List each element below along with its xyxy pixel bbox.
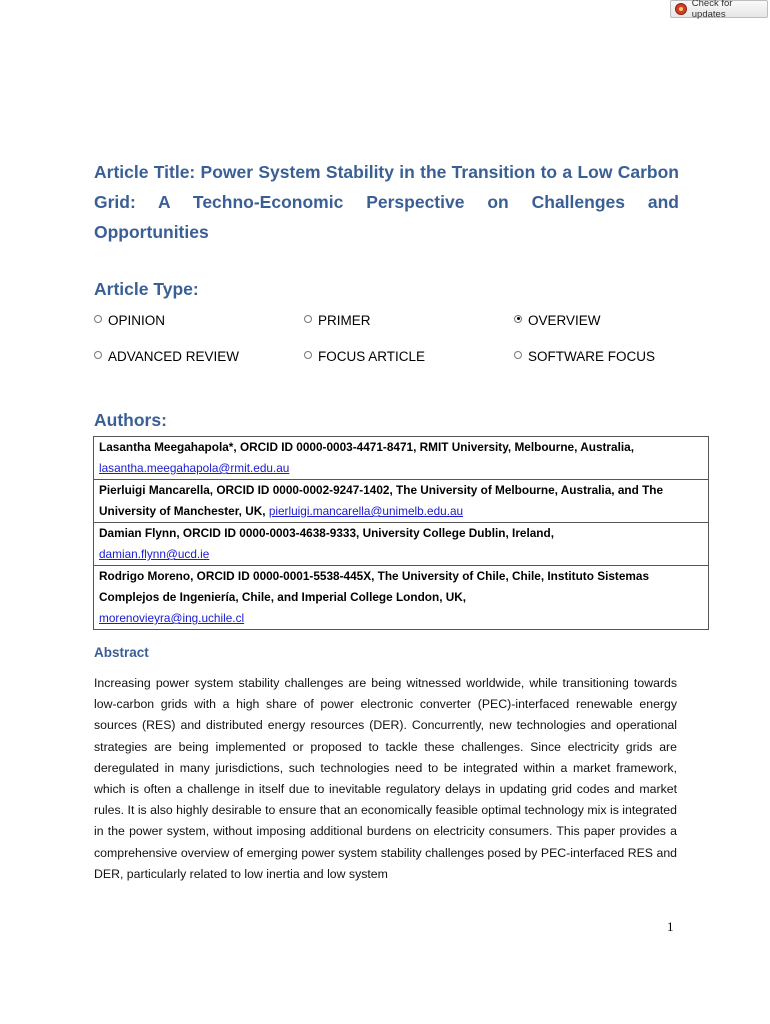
author-email-link[interactable]: morenovieyra@ing.uchile.cl xyxy=(99,611,245,625)
author-info: Pierluigi Mancarella, ORCID ID 0000-0002-9247-1402, The University of Melbourne, Australia, and The University of Manchester, UK, xyxy=(99,483,664,518)
article-type-heading: Article Type: xyxy=(94,279,199,299)
author-row xyxy=(94,480,709,523)
author-row xyxy=(94,566,709,630)
option-overview[interactable] xyxy=(514,313,601,328)
authors-table xyxy=(93,436,709,630)
option-label: FOCUS ARTICLE xyxy=(318,349,426,364)
radio-icon xyxy=(94,351,102,359)
option-label: PRIMER xyxy=(318,313,371,328)
authors-heading: Authors: xyxy=(94,410,167,430)
author-row xyxy=(94,523,709,566)
author-info: Rodrigo Moreno, ORCID ID 0000-0001-5538-445X, The University of Chile, Chile, Instituto Sistemas Complejos de Ingeniería, Chile, and Imperial College London, UK, xyxy=(99,569,650,604)
option-focus-article[interactable] xyxy=(304,349,425,364)
radio-selected-icon xyxy=(514,315,522,323)
option-software-focus[interactable] xyxy=(514,349,655,364)
author-row xyxy=(94,437,709,480)
radio-icon xyxy=(514,351,522,359)
author-email-link[interactable]: damian.flynn@ucd.ie xyxy=(99,547,210,561)
option-label: ADVANCED REVIEW xyxy=(108,349,240,364)
author-info: Damian Flynn, ORCID ID 0000-0003-4638-9333, University College Dublin, Ireland, xyxy=(99,526,554,540)
option-primer[interactable] xyxy=(304,313,371,328)
radio-icon xyxy=(304,351,312,359)
option-opinion[interactable] xyxy=(94,313,165,328)
author-email-link[interactable]: pierluigi.mancarella@unimelb.edu.au xyxy=(268,504,464,518)
option-advanced-review[interactable] xyxy=(94,349,239,364)
option-label: SOFTWARE FOCUS xyxy=(528,349,655,364)
abstract-heading: Abstract xyxy=(94,645,149,660)
radio-icon xyxy=(304,315,312,323)
check-for-updates-label: Check for updates xyxy=(691,0,733,20)
crossmark-icon xyxy=(675,3,687,15)
radio-icon xyxy=(94,315,102,323)
check-for-updates-button[interactable] xyxy=(670,0,768,18)
page-number: 1 xyxy=(667,919,674,934)
article-title: Article Title: Power System Stability in the Transition to a Low Carbon Grid: A Techno-Economic Perspective on Challenges and Opportunities xyxy=(94,162,679,242)
option-label: OVERVIEW xyxy=(528,313,601,328)
option-label: OPINION xyxy=(108,313,166,328)
author-info: Lasantha Meegahapola*, ORCID ID 0000-0003-4471-8471, RMIT University, Melbourne, Australia, xyxy=(99,440,634,454)
author-email-link[interactable]: lasantha.meegahapola@rmit.edu.au xyxy=(99,461,290,475)
abstract-text: Increasing power system stability challenges are being witnessed worldwide, while transitioning towards low-carbon grids with a high share of power electronic converter (PEC)-interfaced renewable energy sources (RES) and distributed energy resources (DER). Concurrently, new technologies and operational strategies are being implemented or proposed to tackle these challenges. Since electricity grids are deregulated in many jurisdictions, such technologies need to be integrated within a market framework, which is often a challenge in itself due to inevitable regulatory delays in updating grid codes and market rules. It is also highly desirable to ensure that an economically feasible optimal technology mix is integrated in the power system, without imposing additional burdens on electricity consumers. This paper provides a comprehensive overview of emerging power system stability challenges posed by PEC-interfaced RES and DER, particularly related to low inertia and low system xyxy=(94,676,677,881)
